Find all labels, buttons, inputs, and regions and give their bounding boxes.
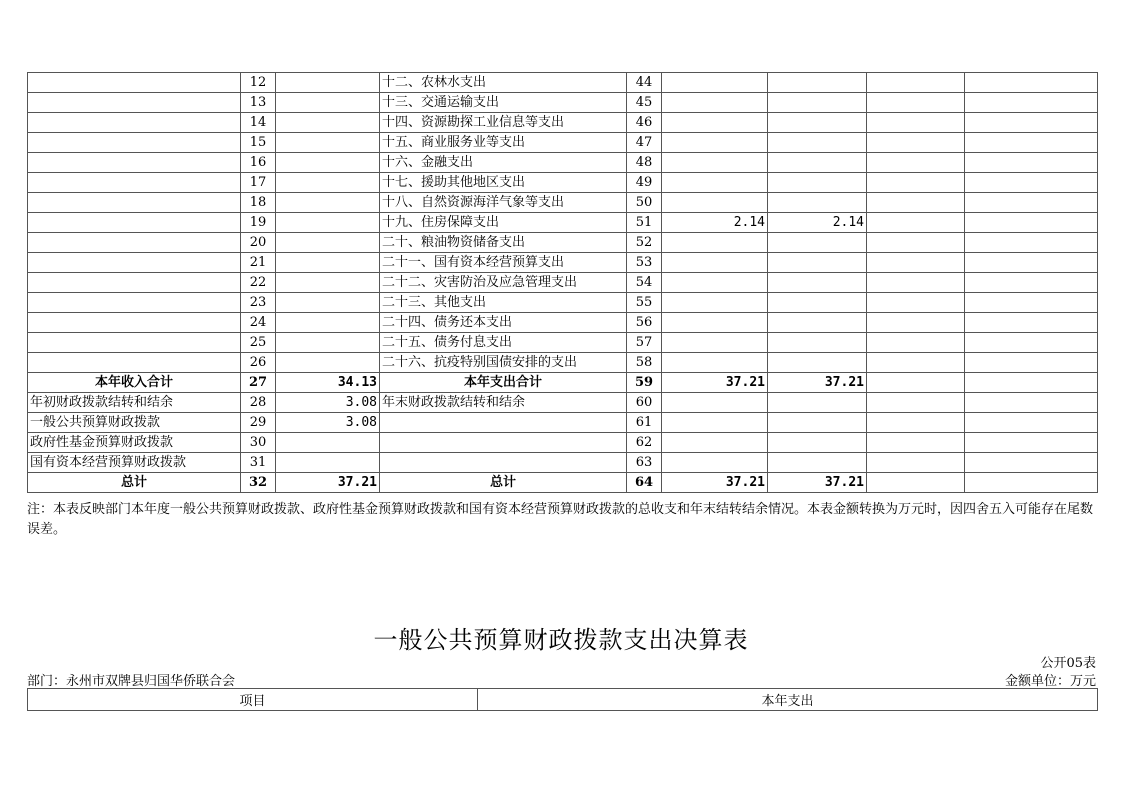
table-cell-c1: 37.21 — [662, 473, 768, 493]
table-cell-left-label: 国有资本经营预算财政拨款 — [28, 453, 241, 473]
table-row — [28, 113, 1098, 133]
table-cell-left-amount — [276, 73, 380, 93]
table-cell-c2 — [768, 413, 867, 433]
table-cell-left-label: 政府性基金预算财政拨款 — [28, 433, 241, 453]
table-cell-left-label — [28, 313, 241, 333]
table-cell-c2 — [768, 113, 867, 133]
table-cell-c1 — [662, 73, 768, 93]
table-cell-left-no: 27 — [241, 373, 276, 393]
table-cell-c2: 2.14 — [768, 213, 867, 233]
table-row — [28, 273, 1098, 293]
table-cell-c1: 2.14 — [662, 213, 768, 233]
table-cell-right-label: 二十二、灾害防治及应急管理支出 — [380, 273, 627, 293]
table-cell-left-no: 17 — [241, 173, 276, 193]
table-cell-c4 — [965, 93, 1098, 113]
table-cell-left-label — [28, 233, 241, 253]
table-cell-right-label: 二十六、抗疫特别国债安排的支出 — [380, 353, 627, 373]
table-cell-c3 — [867, 193, 965, 213]
table-cell-left-label — [28, 153, 241, 173]
table-cell-c1 — [662, 393, 768, 413]
table-cell-c3 — [867, 213, 965, 233]
table-cell-left-amount — [276, 133, 380, 153]
table-cell-c1 — [662, 233, 768, 253]
table-cell-c4 — [965, 333, 1098, 353]
table-cell-right-no: 53 — [627, 253, 662, 273]
table-cell-left-label: 本年收入合计 — [28, 373, 241, 393]
expense-table-header — [27, 688, 1098, 711]
table-row — [28, 373, 1098, 393]
table-cell-right-label: 十六、金融支出 — [380, 153, 627, 173]
table-row — [28, 153, 1098, 173]
table-cell-right-no: 58 — [627, 353, 662, 373]
table-cell-c4 — [965, 73, 1098, 93]
table-row — [28, 213, 1098, 233]
table-cell-left-amount: 37.21 — [276, 473, 380, 493]
table-cell-right-label — [380, 413, 627, 433]
table-cell-left-label — [28, 213, 241, 233]
table-cell-left-label — [28, 333, 241, 353]
table-cell-left-amount — [276, 153, 380, 173]
table-cell-right-no: 59 — [627, 373, 662, 393]
table-cell-c4 — [965, 253, 1098, 273]
table-cell-right-no: 47 — [627, 133, 662, 153]
table-row — [28, 253, 1098, 273]
table-cell-c1 — [662, 293, 768, 313]
table-cell-left-label — [28, 133, 241, 153]
table-cell-left-label — [28, 193, 241, 213]
table-cell-left-label — [28, 93, 241, 113]
table-cell-right-label: 十四、资源勘探工业信息等支出 — [380, 113, 627, 133]
table-row — [28, 133, 1098, 153]
table-cell-right-label: 本年支出合计 — [380, 373, 627, 393]
department-label: 部门：永州市双牌县归国华侨联合会 — [27, 674, 236, 689]
table-cell-c1 — [662, 433, 768, 453]
table-cell-c2 — [768, 193, 867, 213]
table-cell-c1 — [662, 253, 768, 273]
table-cell-c2 — [768, 233, 867, 253]
table-cell-left-amount — [276, 233, 380, 253]
amount-unit-label: 金额单位：万元 — [1004, 674, 1096, 689]
table-row — [28, 233, 1098, 253]
table-cell-c2 — [768, 253, 867, 273]
table-cell-c2 — [768, 153, 867, 173]
table-cell-c3 — [867, 393, 965, 413]
table-cell-left-no: 31 — [241, 453, 276, 473]
table-cell-left-label — [28, 253, 241, 273]
table-cell-left-no: 24 — [241, 313, 276, 333]
table-cell-left-no: 22 — [241, 273, 276, 293]
table-row — [28, 453, 1098, 473]
table-cell-c3 — [867, 133, 965, 153]
table-cell-c3 — [867, 293, 965, 313]
table-cell-left-no: 23 — [241, 293, 276, 313]
table-cell-right-label — [380, 433, 627, 453]
table-cell-left-no: 30 — [241, 433, 276, 453]
table-row — [28, 393, 1098, 413]
table-cell-c4 — [965, 273, 1098, 293]
table-cell-right-label: 年末财政拨款结转和结余 — [380, 393, 627, 413]
table-row — [28, 353, 1098, 373]
table-cell-right-no: 52 — [627, 233, 662, 253]
table-cell-c3 — [867, 453, 965, 473]
table-cell-right-label: 十三、交通运输支出 — [380, 93, 627, 113]
table-cell-right-no: 54 — [627, 273, 662, 293]
table-cell-c3 — [867, 253, 965, 273]
income-expense-table-body — [28, 73, 1098, 493]
table-cell-c1 — [662, 273, 768, 293]
table-cell-c2 — [768, 273, 867, 293]
table-cell-right-no: 62 — [627, 433, 662, 453]
table-cell-c3 — [867, 353, 965, 373]
table-cell-left-amount — [276, 173, 380, 193]
header-current-expense: 本年支出 — [478, 689, 1098, 711]
table-cell-c4 — [965, 413, 1098, 433]
table-row — [28, 433, 1098, 453]
table-cell-c3 — [867, 333, 965, 353]
table-cell-left-amount — [276, 193, 380, 213]
table-cell-c4 — [965, 153, 1098, 173]
table-cell-right-no: 56 — [627, 313, 662, 333]
table-cell-c1 — [662, 93, 768, 113]
table-cell-right-no: 64 — [627, 473, 662, 493]
table-cell-left-no: 28 — [241, 393, 276, 413]
table-cell-c1 — [662, 193, 768, 213]
table-cell-c4 — [965, 173, 1098, 193]
table-cell-left-label — [28, 273, 241, 293]
table-cell-right-no: 50 — [627, 193, 662, 213]
table-cell-c3 — [867, 233, 965, 253]
table-cell-left-label — [28, 353, 241, 373]
table-cell-right-no: 48 — [627, 153, 662, 173]
table-cell-c2 — [768, 333, 867, 353]
table-cell-left-no: 32 — [241, 473, 276, 493]
table-row — [28, 293, 1098, 313]
table-cell-c3 — [867, 273, 965, 293]
table-cell-left-amount: 3.08 — [276, 413, 380, 433]
page-title: 一般公共预算财政拨款支出决算表 — [373, 626, 749, 654]
table-cell-c4 — [965, 313, 1098, 333]
table-cell-c1: 37.21 — [662, 373, 768, 393]
table-cell-c3 — [867, 73, 965, 93]
table-cell-c2: 37.21 — [768, 373, 867, 393]
table-note: 注：本表反映部门本年度一般公共预算财政拨款、政府性基金预算财政拨款和国有资本经营预算财政拨款的总收支和年末结转结余情况。本表金额转换为万元时，因四舍五入可能存在尾数误差。 — [27, 502, 1094, 537]
table-cell-c4 — [965, 453, 1098, 473]
table-cell-c1 — [662, 113, 768, 133]
table-cell-c4 — [965, 233, 1098, 253]
table-cell-c3 — [867, 153, 965, 173]
table-cell-c4 — [965, 113, 1098, 133]
table-cell-right-label: 二十、粮油物资储备支出 — [380, 233, 627, 253]
table-row — [28, 193, 1098, 213]
table-cell-right-label: 总计 — [380, 473, 627, 493]
table-cell-right-label: 十九、住房保障支出 — [380, 213, 627, 233]
table-cell-c2 — [768, 433, 867, 453]
table-cell-c2 — [768, 133, 867, 153]
table-cell-left-no: 14 — [241, 113, 276, 133]
table-cell-left-amount — [276, 93, 380, 113]
table-cell-left-no: 18 — [241, 193, 276, 213]
table-cell-c2 — [768, 393, 867, 413]
table-cell-right-no: 63 — [627, 453, 662, 473]
table-row — [28, 173, 1098, 193]
table-cell-right-label — [380, 453, 627, 473]
table-cell-c4 — [965, 293, 1098, 313]
table-cell-left-no: 16 — [241, 153, 276, 173]
table-cell-c1 — [662, 353, 768, 373]
table-cell-right-label: 二十四、债务还本支出 — [380, 313, 627, 333]
table-cell-left-amount — [276, 293, 380, 313]
table-cell-c1 — [662, 413, 768, 433]
table-cell-right-no: 46 — [627, 113, 662, 133]
table-cell-left-no: 13 — [241, 93, 276, 113]
table-cell-left-amount — [276, 333, 380, 353]
table-cell-right-no: 55 — [627, 293, 662, 313]
table-cell-c1 — [662, 153, 768, 173]
table-cell-left-amount — [276, 273, 380, 293]
table-cell-c3 — [867, 313, 965, 333]
table-cell-left-label — [28, 173, 241, 193]
table-cell-right-label: 二十五、债务付息支出 — [380, 333, 627, 353]
table-cell-c4 — [965, 473, 1098, 493]
table-cell-left-label — [28, 73, 241, 93]
table-cell-c4 — [965, 133, 1098, 153]
table-cell-c3 — [867, 113, 965, 133]
table-row — [28, 313, 1098, 333]
table-cell-left-label — [28, 113, 241, 133]
table-cell-c2 — [768, 353, 867, 373]
table-cell-left-amount — [276, 433, 380, 453]
table-cell-left-no: 21 — [241, 253, 276, 273]
table-cell-right-label: 十五、商业服务业等支出 — [380, 133, 627, 153]
table-cell-left-no: 15 — [241, 133, 276, 153]
table-cell-right-no: 61 — [627, 413, 662, 433]
table-cell-c3 — [867, 173, 965, 193]
table-cell-c3 — [867, 433, 965, 453]
table-cell-left-amount — [276, 453, 380, 473]
table-cell-right-no: 49 — [627, 173, 662, 193]
table-cell-left-no: 12 — [241, 73, 276, 93]
table-cell-c3 — [867, 373, 965, 393]
table-cell-right-no: 45 — [627, 93, 662, 113]
table-row — [28, 413, 1098, 433]
table-cell-left-amount: 34.13 — [276, 373, 380, 393]
table-row — [28, 73, 1098, 93]
table-cell-left-amount — [276, 253, 380, 273]
table-cell-left-no: 29 — [241, 413, 276, 433]
table-cell-c2 — [768, 73, 867, 93]
table-cell-left-no: 19 — [241, 213, 276, 233]
table-cell-left-amount: 3.08 — [276, 393, 380, 413]
table-cell-c1 — [662, 133, 768, 153]
table-cell-c2 — [768, 293, 867, 313]
table-cell-c3 — [867, 93, 965, 113]
table-cell-left-amount — [276, 313, 380, 333]
table-cell-right-no: 60 — [627, 393, 662, 413]
table-row — [28, 333, 1098, 353]
table-cell-left-no: 25 — [241, 333, 276, 353]
table-cell-left-amount — [276, 113, 380, 133]
table-cell-c4 — [965, 213, 1098, 233]
table-cell-left-label: 总计 — [28, 473, 241, 493]
table-cell-c2 — [768, 453, 867, 473]
table-cell-c3 — [867, 473, 965, 493]
table-cell-right-label: 二十一、国有资本经营预算支出 — [380, 253, 627, 273]
table-cell-c2 — [768, 93, 867, 113]
table-cell-c1 — [662, 173, 768, 193]
table-cell-right-label: 十二、农林水支出 — [380, 73, 627, 93]
table-cell-right-label: 二十三、其他支出 — [380, 293, 627, 313]
table-cell-left-label: 一般公共预算财政拨款 — [28, 413, 241, 433]
table-header-row — [28, 689, 1098, 711]
table-cell-c4 — [965, 373, 1098, 393]
table-cell-c4 — [965, 193, 1098, 213]
table-cell-left-amount — [276, 213, 380, 233]
table-cell-c2 — [768, 173, 867, 193]
table-cell-right-no: 51 — [627, 213, 662, 233]
income-expense-table — [27, 72, 1098, 493]
table-cell-right-label: 十八、自然资源海洋气象等支出 — [380, 193, 627, 213]
table-cell-left-no: 20 — [241, 233, 276, 253]
table-cell-left-label: 年初财政拨款结转和结余 — [28, 393, 241, 413]
form-number: 公开05表 — [1040, 656, 1096, 671]
table-cell-c4 — [965, 353, 1098, 373]
table-cell-c1 — [662, 453, 768, 473]
table-row — [28, 473, 1098, 493]
table-cell-c1 — [662, 333, 768, 353]
table-cell-left-label — [28, 293, 241, 313]
table-cell-c2: 37.21 — [768, 473, 867, 493]
table-cell-c1 — [662, 313, 768, 333]
table-cell-c4 — [965, 393, 1098, 413]
table-cell-c3 — [867, 413, 965, 433]
table-cell-left-amount — [276, 353, 380, 373]
table-cell-right-no: 44 — [627, 73, 662, 93]
table-cell-c4 — [965, 433, 1098, 453]
table-row — [28, 93, 1098, 113]
table-cell-left-no: 26 — [241, 353, 276, 373]
table-cell-right-no: 57 — [627, 333, 662, 353]
table-cell-right-label: 十七、援助其他地区支出 — [380, 173, 627, 193]
table-cell-c2 — [768, 313, 867, 333]
header-project: 项目 — [28, 689, 478, 711]
